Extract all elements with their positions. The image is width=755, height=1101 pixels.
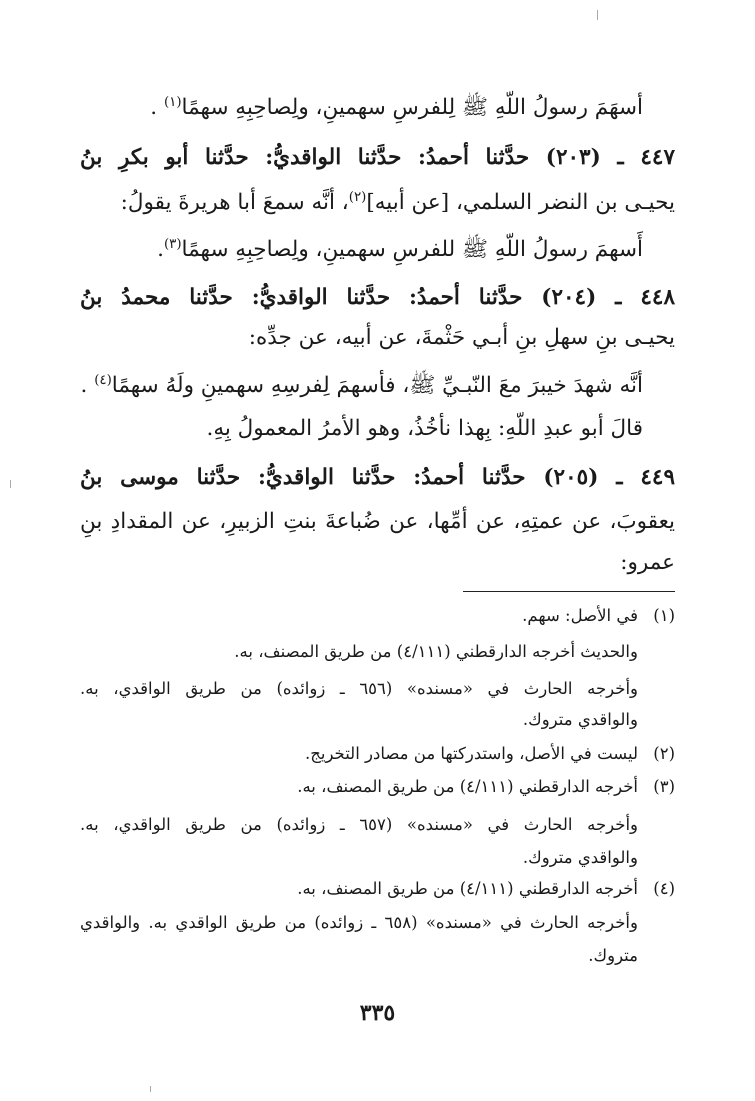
hadith-header-449: ٤٤٩ ـ (٢٠٥) حدَّثنا أحمدُ: حدَّثنا الواقديُّ: حدَّثنا موسى بنُ [80, 465, 675, 490]
hadith-header-448: ٤٤٨ ـ (٢٠٤) حدَّثنا أحمدُ: حدَّثنا الواقديُّ: حدَّثنا محمدُ بنُ [80, 285, 675, 310]
footnote-1-line: والحديث أخرجه الدارقطني (٤/١١١) من طريق المصنف، به. [234, 642, 638, 661]
hadith-text-line: أسهَمَ رسولُ اللّهِ ﷺ لِلفرسِ سهمينِ، ولِصاحِبِهِ سهمًا$^{(١)}$ . [150, 95, 643, 121]
footnote-2: (٢)ليست في الأصل، واستدركتها من مصادر التخريج. [80, 742, 675, 766]
footnote-1: (١)في الأصل: سهم. [80, 604, 675, 628]
footnote-number: (٤) [653, 879, 675, 898]
footnote-3: (٣)أخرجه الدارقطني (٤/١١١) من طريق المصنف، به. [80, 775, 675, 799]
footnote-separator [463, 591, 675, 592]
footnote-ref: (٣) [163, 237, 182, 252]
footnote-number: (٣) [653, 777, 675, 796]
footnote-4-line: متروك. [588, 946, 638, 965]
footnote-ref: (٤) [94, 373, 112, 388]
hadith-text-line: أنَّه شهدَ خيبرَ معَ النّبـيِّ ﷺ، فأسهمَ لِفرسِهِ سهمينِ ولَهُ سهمًا$^{(٤)}$ . [80, 373, 643, 399]
isnad-line: يحيـى بنِ سهلِ بنِ أبـي حَثْمةَ، عن أبيه، عن جدِّه: [248, 325, 675, 350]
footnote-number: (٢) [653, 744, 675, 763]
footnote-3-line: وأخرجه الحارث في «مسنده» (٦٥٧ ـ زوائده) من طريق الواقدي، به. [80, 815, 638, 834]
footnote-ref: (٢) [348, 190, 367, 205]
footnote-1-line: والواقدي متروك. [522, 710, 638, 729]
footnote-number: (١) [653, 606, 675, 625]
isnad-line: يعقوبَ، عن عمتِهِ، عن أمِّها، عن ضُباعةَ بنتِ الزبيرِ، عن المقدادِ بنِ [80, 509, 675, 534]
hadith-text-line: أَسهمَ رسولُ اللّهِ ﷺ للفرسِ سهمينِ، ولِصاحِبِهِ سهمًا$^{(٣)}$. [157, 237, 643, 263]
author-comment: قالَ أبو عبدِ اللّهِ: بِهذا نأخُذُ، وهو الأمرُ المعمولُ بِهِ. [206, 416, 643, 441]
page-number: ٣٣٥ [359, 1000, 396, 1026]
isnad-line: يحيـى بن النضر السلمي، [عن أبيه]$^{(٢)}$، أنَّه سمعَ أبا هريرةَ يقولُ: [120, 190, 675, 216]
footnote-ref: (١) [163, 95, 182, 110]
footnote-3-line: والواقدي متروك. [522, 848, 638, 867]
hadith-header-447: ٤٤٧ ـ (٢٠٣) حدَّثنا أحمدُ: حدَّثنا الواقديُّ: حدَّثنا أبو بكرِ بنُ [80, 145, 675, 170]
scan-mark [150, 1086, 151, 1092]
footnote-4-line: وأخرجه الحارث في «مسنده» (٦٥٨ ـ زوائده) من طريق الواقدي به. والواقدي [80, 913, 638, 932]
footnote-1-line: وأخرجه الحارث في «مسنده» (٦٥٦ ـ زوائده) من طريق الواقدي، به. [80, 679, 638, 698]
isnad-line: عمرو: [620, 550, 675, 575]
footnote-4: (٤)أخرجه الدارقطني (٤/١١١) من طريق المصنف، به. [80, 877, 675, 901]
scan-mark [10, 480, 11, 488]
scan-mark [597, 10, 598, 20]
